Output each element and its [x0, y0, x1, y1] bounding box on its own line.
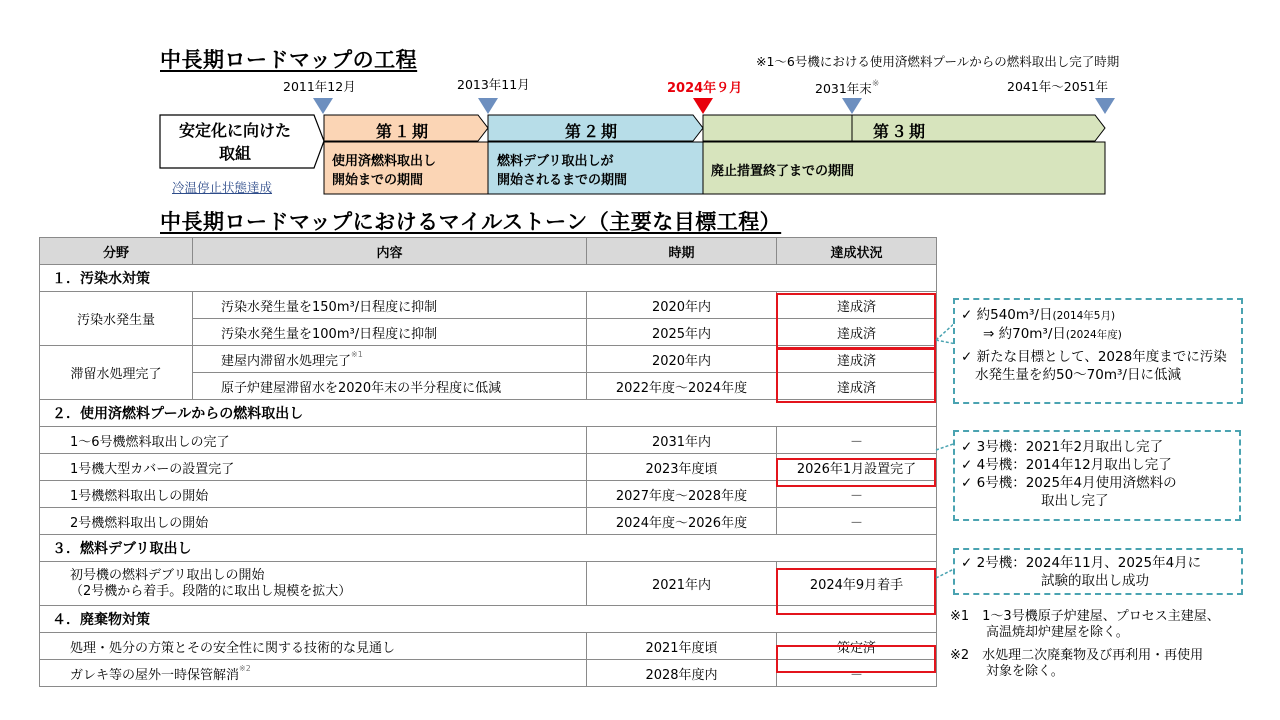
- table-row: 処理・処分の方策とその安全性に関する技術的な見通し 2021年度頃 策定済: [40, 633, 937, 660]
- section-row: ３．燃料デブリ取出し: [40, 535, 937, 562]
- table-row: 原子炉建屋滞留水を2020年末の半分程度に低減 2022年度～2024年度 達成済: [40, 373, 937, 400]
- footnote-1: ※1 1～3号機原子炉建屋、プロセス主建屋、 高温焼却炉建屋を除く。: [950, 609, 1220, 640]
- header-field: 分野: [40, 238, 193, 265]
- status-highlight-1: [776, 293, 936, 349]
- date-2024: 2024年９月: [667, 81, 743, 96]
- status-highlight-5: [776, 645, 936, 673]
- cold-shutdown-label: 冷温停止状態達成: [172, 180, 273, 195]
- table-row: 汚染水発生量 汚染水発生量を150m³/日程度に抑制 2020年内 達成済: [40, 292, 937, 319]
- phase2-label: 第２期: [565, 122, 620, 141]
- table-row: 1号機燃料取出しの開始 2027年度～2028年度 －: [40, 481, 937, 508]
- roadmap-title: 中長期ロードマップの工程: [160, 48, 418, 72]
- footnote-2: ※2 水処理二次廃棄物及び再利用・再使用 対象を除く。: [950, 648, 1204, 679]
- phase3-label: 第３期: [873, 122, 928, 141]
- date-2031: 2031年末※: [815, 79, 880, 96]
- phase2-desc: 燃料デブリ取出しが 開始されるまでの期間: [497, 154, 628, 188]
- header-time: 時期: [587, 238, 777, 265]
- phase1-desc: 使用済燃料取出し 開始までの期間: [332, 154, 437, 188]
- status-highlight-3: [776, 458, 936, 487]
- phase1-label: 第１期: [376, 122, 431, 141]
- phase3-desc: 廃止措置終了までの期間: [711, 164, 855, 179]
- date-2013: 2013年11月: [457, 77, 530, 92]
- table-header: [40, 238, 937, 265]
- start-box-label: 安定化に向けた 取組: [178, 121, 291, 163]
- section-row: ２．使用済燃料プールからの燃料取出し: [40, 400, 937, 427]
- status-highlight-2: [776, 348, 936, 403]
- table-row: 滞留水処理完了 建屋内滞留水処理完了$^{※1}$ 2020年内 達成済: [40, 346, 937, 373]
- table-row: 1号機大型カバーの設置完了 2023年度頃 2026年1月設置完了: [40, 454, 937, 481]
- callout-water: ✓ 約540m³/日(2014年5月) ⇒ 約70m³/日(2024年度) ✓ 新たな目標として、2028年度までに汚染 水発生量を約50～70m³/日に低減: [953, 298, 1243, 404]
- table-row: 1～6号機燃料取出しの完了 2031年内 －: [40, 427, 937, 454]
- section-row: １．汚染水対策: [40, 265, 937, 292]
- callout-debris: ✓ 2号機：2024年11月、2025年4月に 試験的取出し成功: [953, 548, 1243, 595]
- milestones-title: 中長期ロードマップにおけるマイルストーン（主要な目標工程）: [160, 210, 782, 234]
- table-row: 汚染水発生量を100m³/日程度に抑制 2025年内 達成済: [40, 319, 937, 346]
- date-2041: 2041年～2051年: [1007, 79, 1109, 94]
- table-row: 初号機の燃料デブリ取出しの開始 （2号機から着手。段階的に取出し規模を拡大） 2021年内 2024年9月着手: [40, 562, 937, 606]
- table-row: ガレキ等の屋外一時保管解消$^{※2}$ 2028年度内 －: [40, 660, 937, 687]
- header-status: 達成状況: [777, 238, 937, 265]
- section-row: ４．廃棄物対策: [40, 606, 937, 633]
- date-2011: 2011年12月: [283, 79, 356, 94]
- table-row: 2号機燃料取出しの開始 2024年度～2026年度 －: [40, 508, 937, 535]
- status-highlight-4: [776, 568, 936, 615]
- roadmap-footnote: ※1～6号機における使用済燃料プールからの燃料取出し完了時期: [756, 54, 1120, 69]
- header-content: 内容: [193, 238, 587, 265]
- callout-fuel: ✓ 3号機：2021年2月取出し完了 ✓ 4号機：2014年12月取出し完了 ✓ 6号機：2025年4月使用済燃料の 取出し完了: [953, 430, 1241, 521]
